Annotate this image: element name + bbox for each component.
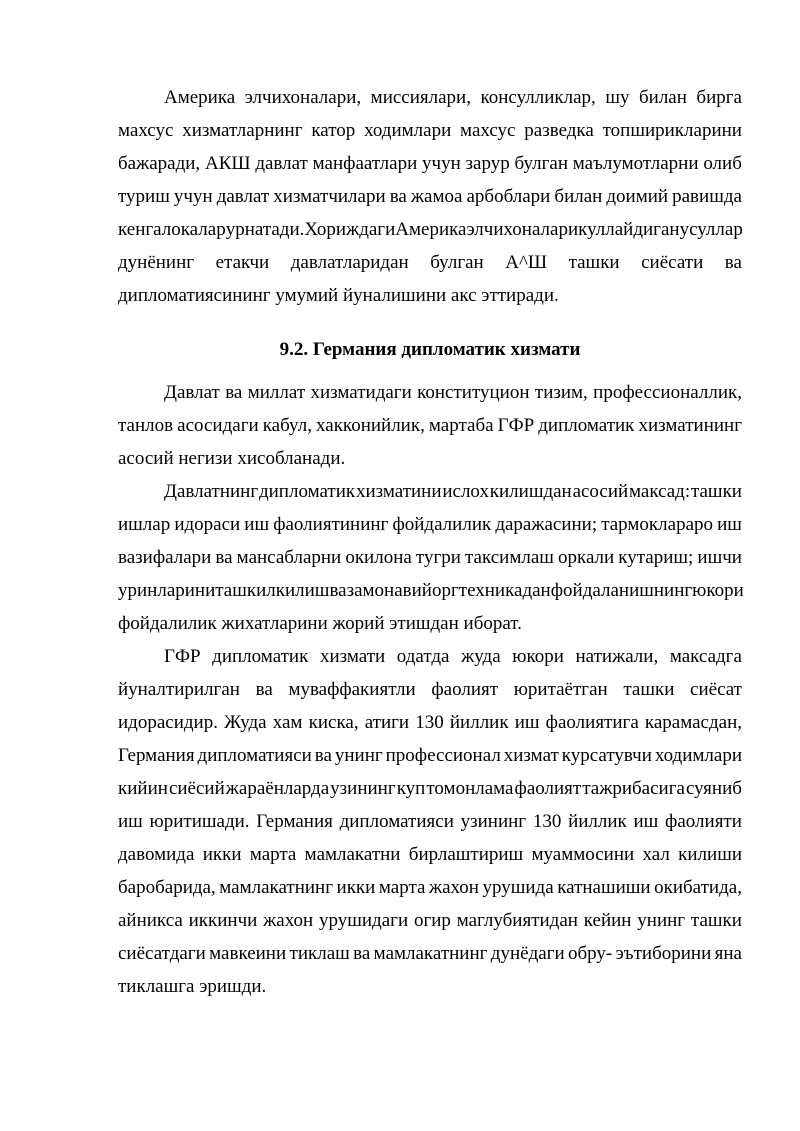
text-line bbox=[118, 607, 742, 640]
word: тажрибасига bbox=[582, 778, 685, 799]
word: жамоа bbox=[410, 186, 463, 207]
word: эътиборини bbox=[615, 943, 712, 964]
word: узининг bbox=[330, 778, 396, 799]
word: ташки bbox=[690, 481, 742, 502]
word: тиклаш bbox=[289, 943, 350, 964]
word: учун bbox=[173, 186, 213, 207]
text-line bbox=[118, 574, 742, 607]
word: сиёсат bbox=[690, 679, 742, 700]
word: билан bbox=[554, 186, 603, 207]
word: Германия bbox=[118, 745, 195, 766]
text-line bbox=[118, 508, 742, 541]
word: махсус bbox=[118, 120, 174, 141]
word: атиги bbox=[364, 712, 410, 733]
word: урушидаги bbox=[319, 910, 409, 931]
word: яна bbox=[714, 943, 742, 964]
word: билан bbox=[638, 87, 687, 108]
word: маълумотларни bbox=[572, 153, 699, 174]
word: юритишади. bbox=[149, 811, 250, 832]
word: баробарида, bbox=[118, 877, 216, 898]
word: йиллик bbox=[449, 712, 509, 733]
word: киска, bbox=[308, 712, 359, 733]
word: Жуда bbox=[224, 712, 267, 733]
word: хизматларнинг bbox=[182, 120, 303, 141]
word: юкори bbox=[692, 580, 744, 601]
word: фаолият bbox=[514, 778, 582, 799]
word: хизмати bbox=[319, 646, 386, 667]
word: фаолиятига bbox=[545, 712, 639, 733]
word: ГФР bbox=[497, 415, 535, 436]
word: бажаради, bbox=[118, 153, 201, 174]
word: курсатувчи bbox=[561, 745, 652, 766]
word: узининг bbox=[460, 811, 527, 832]
word: 130 bbox=[532, 811, 562, 832]
word: булган bbox=[514, 153, 568, 174]
text-line bbox=[118, 409, 742, 442]
word: миссиялари, bbox=[370, 87, 471, 108]
word: ходимлари bbox=[364, 120, 452, 141]
word: урушида bbox=[482, 877, 554, 898]
word: дунёдаги bbox=[490, 943, 565, 964]
word: томонлама bbox=[426, 778, 514, 799]
word: ва bbox=[329, 580, 347, 601]
text-line bbox=[118, 937, 742, 970]
word: манфаатлари bbox=[312, 153, 418, 174]
word: топширикларини bbox=[602, 120, 742, 141]
word: мамлакатнинг bbox=[219, 877, 333, 898]
word: асосидаги bbox=[177, 415, 259, 436]
word: хал bbox=[642, 844, 670, 865]
word: дипломатияси bbox=[339, 811, 454, 832]
word: кийин bbox=[118, 778, 168, 799]
word: вазифалари bbox=[118, 547, 212, 568]
word: юкори bbox=[512, 646, 564, 667]
word: оргтехникадан bbox=[431, 580, 551, 601]
word: куллайдиган bbox=[578, 219, 680, 240]
word: Давлатнинг bbox=[164, 481, 259, 502]
word: хизмат bbox=[503, 745, 559, 766]
text-line bbox=[118, 279, 742, 312]
word: махсус bbox=[460, 120, 516, 141]
text-line bbox=[118, 706, 742, 739]
word: ташки bbox=[568, 252, 620, 273]
word: усуллар bbox=[679, 219, 743, 240]
word: ходимлари bbox=[654, 745, 742, 766]
word: катнашиши bbox=[557, 877, 651, 898]
word: учун bbox=[422, 153, 461, 174]
word: максад: bbox=[629, 481, 691, 502]
word: ва bbox=[389, 186, 407, 207]
word: Давлат bbox=[164, 382, 220, 403]
word: давлатларидан bbox=[290, 252, 409, 273]
word: элчихоналари, bbox=[244, 87, 362, 108]
word: замонавий bbox=[346, 580, 432, 601]
word: ташки bbox=[690, 910, 742, 931]
word: Хориждаги bbox=[304, 219, 396, 240]
word: иш bbox=[244, 514, 270, 535]
word: разведка bbox=[524, 120, 594, 141]
word: фойдаланишнинг bbox=[550, 580, 693, 601]
word: элчихоналари bbox=[466, 219, 579, 240]
word: ва bbox=[255, 679, 273, 700]
word: миллат bbox=[247, 382, 306, 403]
word: натижали, bbox=[575, 646, 659, 667]
word: асосий bbox=[572, 481, 629, 502]
word: маглубиятидан bbox=[456, 910, 578, 931]
word: даражасини; bbox=[495, 514, 598, 535]
word: дунёнинг bbox=[118, 252, 195, 273]
word: сиёсатдаги bbox=[118, 943, 206, 964]
word: Германия bbox=[256, 811, 333, 832]
word: огир bbox=[413, 910, 451, 931]
word: тугри bbox=[415, 547, 461, 568]
word: булган bbox=[430, 252, 484, 273]
text-line bbox=[118, 805, 742, 838]
word: иш bbox=[633, 811, 659, 832]
word: дипломатияси bbox=[197, 745, 312, 766]
word: жараёнларда bbox=[225, 778, 330, 799]
word: фойдалилик bbox=[392, 514, 492, 535]
word: куп bbox=[396, 778, 426, 799]
word: иш bbox=[514, 712, 540, 733]
word: танлов bbox=[118, 415, 174, 436]
word: таксимлаш bbox=[465, 547, 554, 568]
word: кенг bbox=[118, 219, 154, 240]
text-line bbox=[164, 640, 742, 673]
text-line bbox=[118, 904, 742, 937]
line-text: тиклашга эришди. bbox=[118, 976, 267, 997]
text-line bbox=[164, 376, 742, 409]
word: дипломатик bbox=[538, 415, 635, 436]
word: юритаётган bbox=[513, 679, 608, 700]
word: тизим, bbox=[534, 382, 588, 403]
word: оркали bbox=[558, 547, 615, 568]
word: 130 bbox=[415, 712, 444, 733]
word: суяниб bbox=[685, 778, 742, 799]
word: икки bbox=[202, 844, 242, 865]
text-line bbox=[118, 772, 742, 805]
word: мавкеини bbox=[209, 943, 287, 964]
word: шу bbox=[605, 87, 630, 108]
word: иккинчи bbox=[188, 910, 258, 931]
word: ишлар bbox=[118, 514, 171, 535]
section-heading: 9.2. Германия дипломатик хизмати bbox=[279, 339, 581, 360]
word: кутариш; bbox=[618, 547, 694, 568]
text-line bbox=[118, 442, 742, 475]
word: ГФР bbox=[164, 646, 201, 667]
word: консулликлар, bbox=[480, 87, 596, 108]
word: ва bbox=[314, 745, 332, 766]
word: А^Ш bbox=[505, 252, 548, 273]
word: икки bbox=[336, 877, 376, 898]
word: ва bbox=[353, 943, 371, 964]
word: кабул, bbox=[262, 415, 312, 436]
text-line bbox=[164, 475, 742, 508]
word: хам bbox=[272, 712, 303, 733]
word: арбоблари bbox=[466, 186, 551, 207]
word: профессионал bbox=[385, 745, 501, 766]
word: туриш bbox=[118, 186, 170, 207]
word: иш bbox=[118, 811, 143, 832]
word: жуда bbox=[461, 646, 501, 667]
text-line bbox=[118, 541, 742, 574]
word: зарур bbox=[465, 153, 510, 174]
word: марта bbox=[249, 844, 297, 865]
text-line bbox=[118, 147, 742, 180]
word: идораси bbox=[174, 514, 241, 535]
word: муваффакиятли bbox=[288, 679, 416, 700]
word: мансабларни bbox=[236, 547, 342, 568]
word: хизматчилари bbox=[273, 186, 386, 207]
word: сиёсий bbox=[168, 778, 225, 799]
word: бирга bbox=[696, 87, 742, 108]
line-text: асосий негизи хисобланади. bbox=[118, 448, 346, 469]
word: хакконийлик, bbox=[316, 415, 425, 436]
word: бирлаштириш bbox=[408, 844, 524, 865]
line-text: фойдалилик жихатларини жорий этишдан иборат. bbox=[118, 613, 522, 634]
word: обру- bbox=[568, 943, 613, 964]
word: урнатади. bbox=[225, 219, 305, 240]
text-line bbox=[118, 739, 742, 772]
word: айникса bbox=[118, 910, 183, 931]
word: фаолият bbox=[431, 679, 499, 700]
word: окибатида, bbox=[654, 877, 742, 898]
word: муаммосини bbox=[531, 844, 635, 865]
word: тармоклараро bbox=[601, 514, 714, 535]
word: марта bbox=[378, 877, 426, 898]
word: профессионаллик, bbox=[593, 382, 742, 403]
word: мамлакатнинг bbox=[373, 943, 488, 964]
word: йиллик bbox=[568, 811, 627, 832]
word: ва bbox=[724, 252, 742, 273]
word: унинг bbox=[637, 910, 686, 931]
word: етакчи bbox=[215, 252, 270, 273]
word: килиши bbox=[678, 844, 742, 865]
word: мартаба bbox=[428, 415, 494, 436]
word: максадга bbox=[669, 646, 742, 667]
word: хизматидаги bbox=[310, 382, 412, 403]
word: одатда bbox=[396, 646, 450, 667]
word: йуналтирилган bbox=[118, 679, 240, 700]
word: олиб bbox=[703, 153, 742, 174]
word: конституцион bbox=[417, 382, 530, 403]
word: кейин bbox=[583, 910, 632, 931]
text-line bbox=[118, 114, 742, 147]
word: дипломатик bbox=[258, 481, 356, 502]
text-line bbox=[118, 213, 742, 246]
word: карамасдан, bbox=[644, 712, 742, 733]
word: хизматининг bbox=[638, 415, 742, 436]
word: жахон bbox=[428, 877, 479, 898]
word: давлат bbox=[255, 153, 308, 174]
word: АКШ bbox=[204, 153, 251, 174]
word: фаолиятининг bbox=[273, 514, 389, 535]
text-line bbox=[118, 970, 742, 1003]
word: иш bbox=[717, 514, 742, 535]
word: жахон bbox=[263, 910, 314, 931]
text-line bbox=[118, 871, 742, 904]
word: ишчи bbox=[697, 547, 742, 568]
word: унинг bbox=[334, 745, 383, 766]
word: уринларини bbox=[118, 580, 216, 601]
word: сиёсати bbox=[641, 252, 704, 273]
word: ва bbox=[225, 382, 243, 403]
word: Америка bbox=[395, 219, 467, 240]
word: давлат bbox=[216, 186, 270, 207]
word: дипломатик bbox=[212, 646, 309, 667]
word: килиш bbox=[275, 580, 330, 601]
line-text: дипломатиясининг умумий йуналишини акс эттиради. bbox=[118, 285, 559, 306]
word: ва bbox=[215, 547, 233, 568]
word: доимий bbox=[606, 186, 669, 207]
word: алокалар bbox=[153, 219, 226, 240]
text-line bbox=[118, 180, 742, 213]
word: катор bbox=[311, 120, 356, 141]
word: хизматини bbox=[355, 481, 442, 502]
word: ташкил bbox=[215, 580, 276, 601]
text-line bbox=[118, 673, 742, 706]
word: окилона bbox=[345, 547, 412, 568]
text-line bbox=[118, 246, 742, 279]
word: равишда bbox=[672, 186, 742, 207]
text-line bbox=[118, 838, 742, 871]
word: килишдан bbox=[489, 481, 572, 502]
word: фаолияти bbox=[665, 811, 742, 832]
word: Америка bbox=[164, 87, 236, 108]
word: ислох bbox=[442, 481, 489, 502]
text-line bbox=[164, 81, 742, 114]
word: давомида bbox=[118, 844, 195, 865]
word: мамлакатни bbox=[304, 844, 401, 865]
word: идорасидир. bbox=[118, 712, 218, 733]
word: ташки bbox=[623, 679, 675, 700]
